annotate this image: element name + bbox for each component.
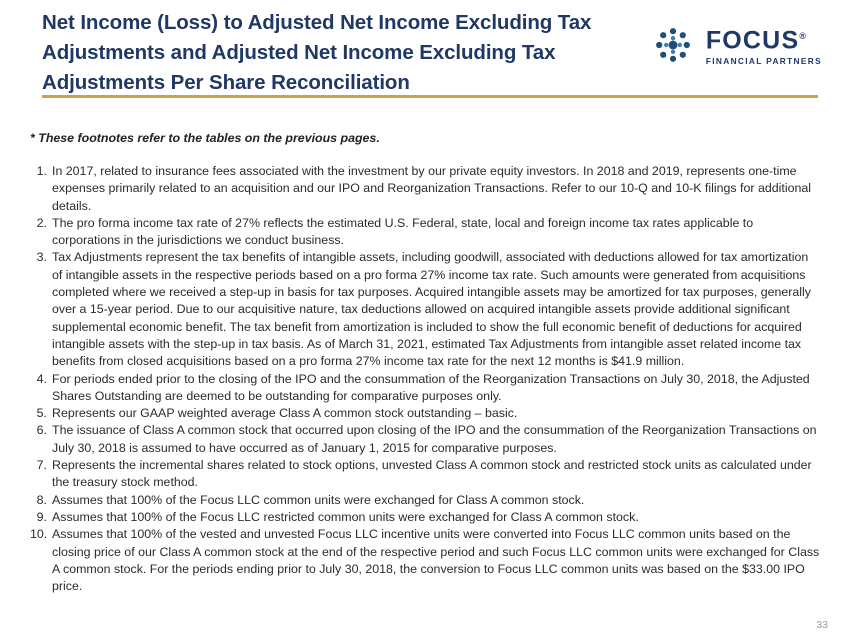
list-item-text: The pro forma income tax rate of 27% reflects the estimated U.S. Federal, state, local and foreign income tax rates applicable to corporations in the jurisdictions we conduct business. — [52, 215, 754, 248]
list-item-number: 8. — [36, 492, 47, 507]
list-item-text: The issuance of Class A common stock that occurred upon closing of the IPO and the consummation of the Reorganization Transactions on July 30, 2018 is assumed to have occurred as of January 1, 2015 for comparative purposes. — [52, 423, 817, 455]
list-item-number: 6. — [36, 423, 47, 438]
list-item — [30, 371, 820, 406]
logo-name: FOCUS® — [705, 26, 806, 55]
list-item — [30, 422, 820, 457]
logo-wordmark — [706, 23, 822, 66]
page-number: 33 — [816, 619, 828, 631]
list-item-text: In 2017, related to insurance fees associated with the investment by our private equity investors. In 2018 and 2019, represents one-time expenses primarily related to an acquisition and our IPO and Reorganization Transactions. Refer to our 10-Q and 10-K filings for additional details. — [52, 164, 812, 213]
list-item-number: 5. — [36, 406, 47, 421]
list-item-number: 2. — [36, 215, 47, 230]
list-item-number: 10. — [30, 527, 48, 542]
list-item — [30, 526, 820, 595]
list-item-text: Tax Adjustments represent the tax benefits of intangible assets, including goodwill, associated with deductions allowed for tax amortization of intangible assets in the respective periods based on a pro forma 27% income tax rate. Such amounts were generated from acquisitions completed where we received a step-up in basis for tax purposes. Acquired intangible assets may be amortized for tax purposes, generally over a 15-year period. Due to our acquisitive nature, tax deductions allowed on acquired intangible assets provide additional significant supplemental economic benefit. The tax benefit from amortization is included to show the full economic benefit of deductions for acquired intangible assets with the step-up in tax basis. As of March 31, 2021, estimated Tax Adjustments from intangible asset related income tax benefits from closed acquisitions based on a pro forma 27% income tax rate for the next 12 months is $41.9 million. — [52, 250, 811, 369]
list-item — [30, 492, 820, 509]
list-item-text: Assumes that 100% of the Focus LLC common units were exchanged for Class A common stock. — [52, 492, 585, 507]
logo-subtitle: FINANCIAL PARTNERS — [705, 55, 822, 66]
company-logo — [650, 22, 822, 68]
list-item-text: For periods ended prior to the closing of the IPO and the consummation of the Reorganization Transactions on July 30, 2018, the Adjusted Shares Outstanding are deemed to be outstanding for comparative purposes only. — [52, 371, 810, 403]
list-item-text: Represents the incremental shares related to stock options, unvested Class A common stock and restricted stock units as calculated under the treasury stock method. — [52, 458, 812, 490]
list-item — [30, 509, 820, 526]
list-item — [30, 405, 820, 422]
list-item — [30, 249, 820, 370]
list-item-number: 4. — [36, 371, 47, 386]
registered-mark: ® — [799, 31, 806, 42]
list-item — [30, 163, 820, 215]
focus-logo-icon — [650, 22, 696, 68]
list-item — [30, 215, 820, 250]
footnote-intro: * These footnotes refer to the tables on the previous pages. — [30, 131, 380, 145]
page-title: Net Income (Loss) to Adjusted Net Income Excluding Tax Adjustments and Adjusted Net Income Excluding Tax Adjustments Per Share Reconciliation — [42, 11, 592, 94]
list-item-text: Assumes that 100% of the Focus LLC restricted common units were exchanged for Class A common stock. — [52, 509, 639, 524]
header-divider — [42, 95, 818, 98]
list-item-text: Represents our GAAP weighted average Class A common stock outstanding – basic. — [52, 406, 518, 421]
list-item-number: 1. — [36, 164, 47, 178]
list-item-number: 7. — [36, 458, 47, 473]
list-item-number: 3. — [36, 250, 47, 265]
list-item-number: 9. — [36, 509, 47, 524]
footnote-list — [30, 163, 820, 595]
slide-header — [0, 0, 850, 100]
list-item — [30, 457, 820, 492]
list-item-text: Assumes that 100% of the vested and unvested Focus LLC incentive units were converted into Focus LLC common units based on the closing price of our Class A common stock at the end of the respective period and such Focus LLC common units were exchanged for Class A common stock. For the periods ending prior to July 30, 2018, the conversion to Focus LLC common units was based on the $33.00 IPO price. — [52, 527, 820, 594]
